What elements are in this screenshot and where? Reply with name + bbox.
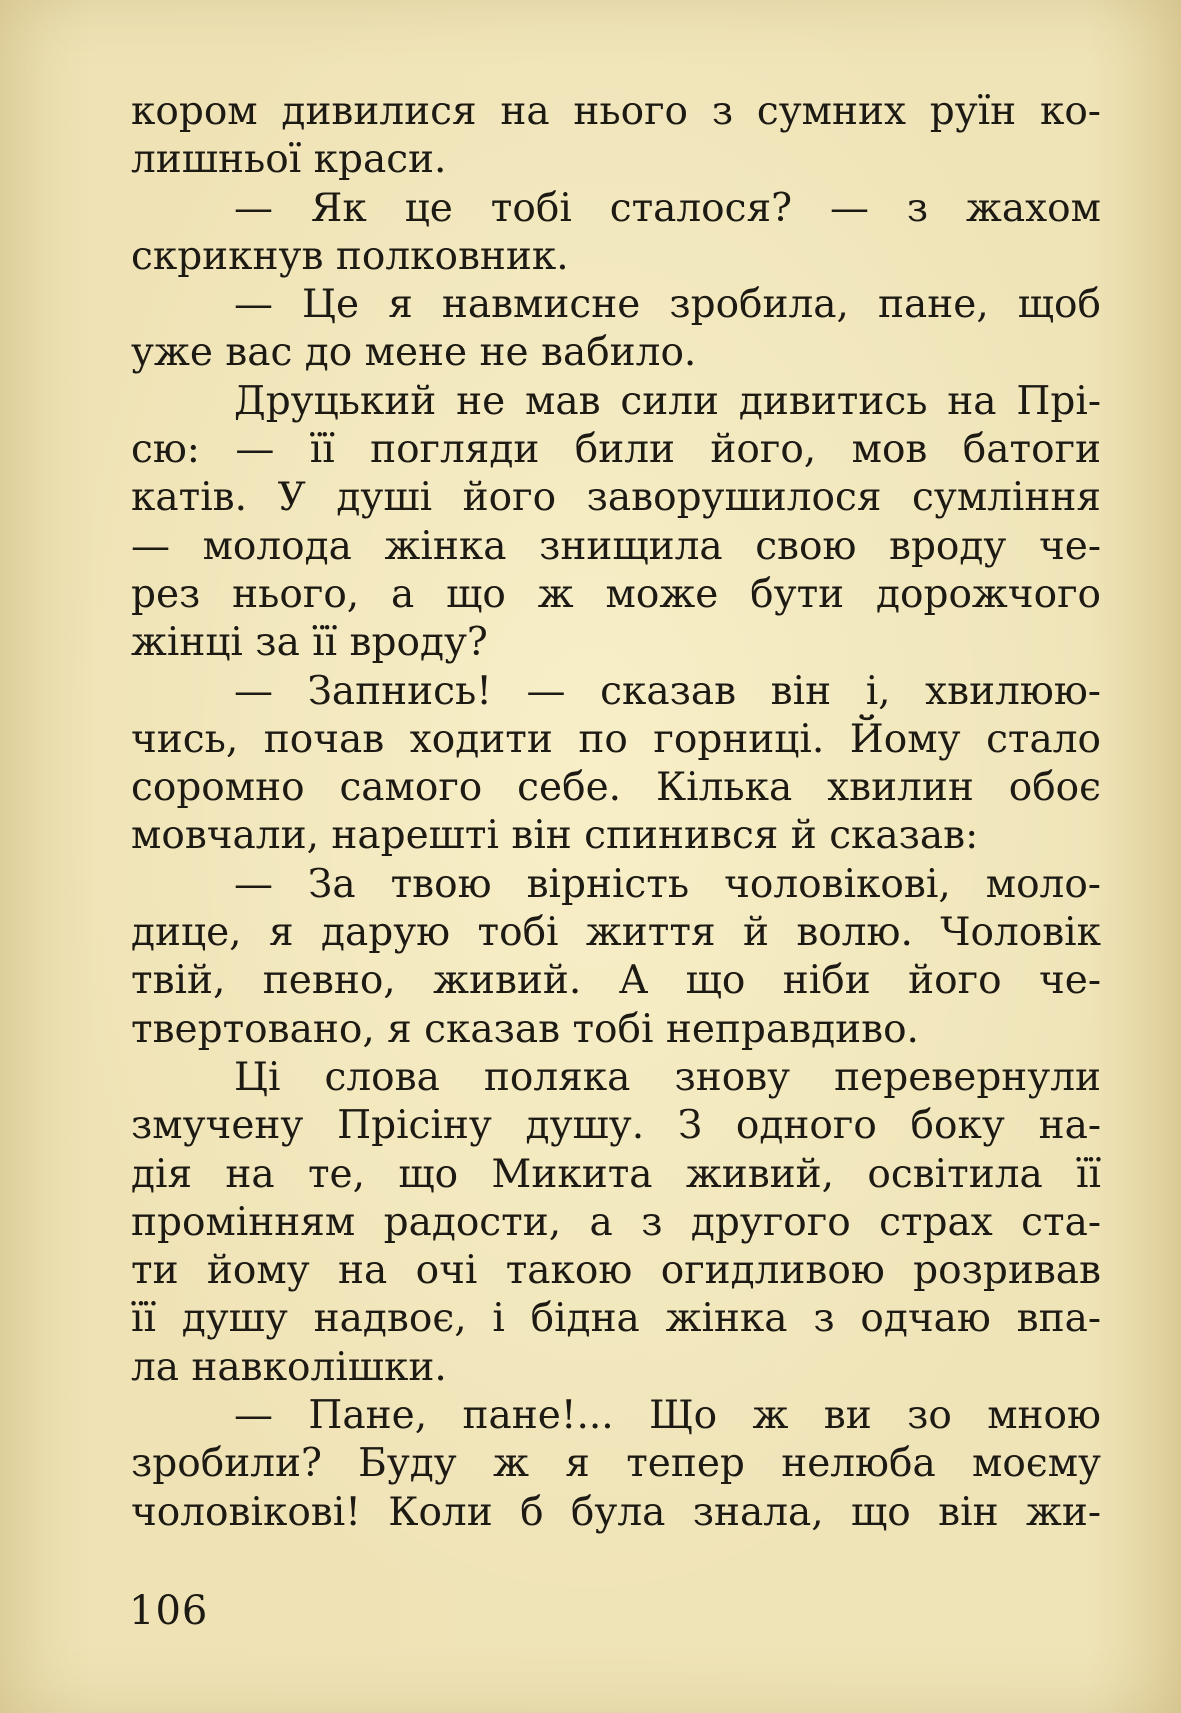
text-line: змучену Прісіну душу. З одного боку на- [131, 1103, 1101, 1149]
page-number: 106 [129, 1588, 209, 1634]
text-line: скрикнув полковник. [131, 233, 569, 279]
text-line: ти йому на очі такою огидливою розривав [131, 1248, 1101, 1294]
text-line: — За твою вірність чоловікові, моло- [234, 861, 1101, 907]
text-line: чись, почав ходити по горниці. Йому стало [131, 716, 1101, 762]
text-line: твій, певно, живий. А що ніби його че- [131, 958, 1101, 1004]
text-line: її душу надвоє, і бідна жінка з одчаю впа- [131, 1296, 1101, 1342]
text-line: рез нього, а що ж може бути дорожчого [131, 571, 1101, 617]
text-line: катів. У душі його заворушилося сумління [131, 475, 1101, 521]
text-line: сю: — її погляди били його, мов батоги [131, 427, 1101, 473]
text-line: — Запнись! — сказав він і, хвилюю- [234, 668, 1101, 714]
text-line: ла навколішки. [131, 1344, 447, 1390]
text-line: — Як це тобі сталося? — з жахом [234, 185, 1101, 231]
text-line: чоловікові! Коли б була знала, що він жи- [131, 1489, 1101, 1535]
text-line: дія на те, що Микита живий, освітила її [131, 1151, 1101, 1197]
text-line: твертовано, я сказав тобі неправдиво. [131, 1006, 919, 1052]
text-line: — Це я навмисне зробила, пане, щоб [234, 282, 1101, 328]
text-line: Друцький не мав сили дивитись на Прі- [234, 378, 1101, 424]
text-line: мовчали, нарешті він спинився й сказав: [131, 813, 979, 859]
text-line: дице, я дарую тобі життя й волю. Чоловік [131, 910, 1101, 956]
text-line: — Пане, пане!... Що ж ви зо мною [234, 1393, 1101, 1439]
text-line: кором дивилися на нього з сумних руїн ко- [131, 89, 1101, 134]
text-line: соромно самого себе. Кілька хвилин обоє [131, 765, 1101, 811]
body-text [131, 88, 1101, 1537]
text-line: — молода жінка знищила свою вроду че- [131, 523, 1101, 569]
text-line: уже вас до мене не вабило. [131, 330, 697, 376]
text-line: зробили? Буду ж я тепер нелюба моєму [131, 1441, 1101, 1487]
text-line: жінці за її вроду? [131, 620, 488, 666]
text-line: лишньої краси. [131, 137, 447, 183]
text-line: промінням радости, а з другого страх ста- [131, 1199, 1101, 1245]
text-line: Ці слова поляка знову перевернули [234, 1054, 1101, 1100]
